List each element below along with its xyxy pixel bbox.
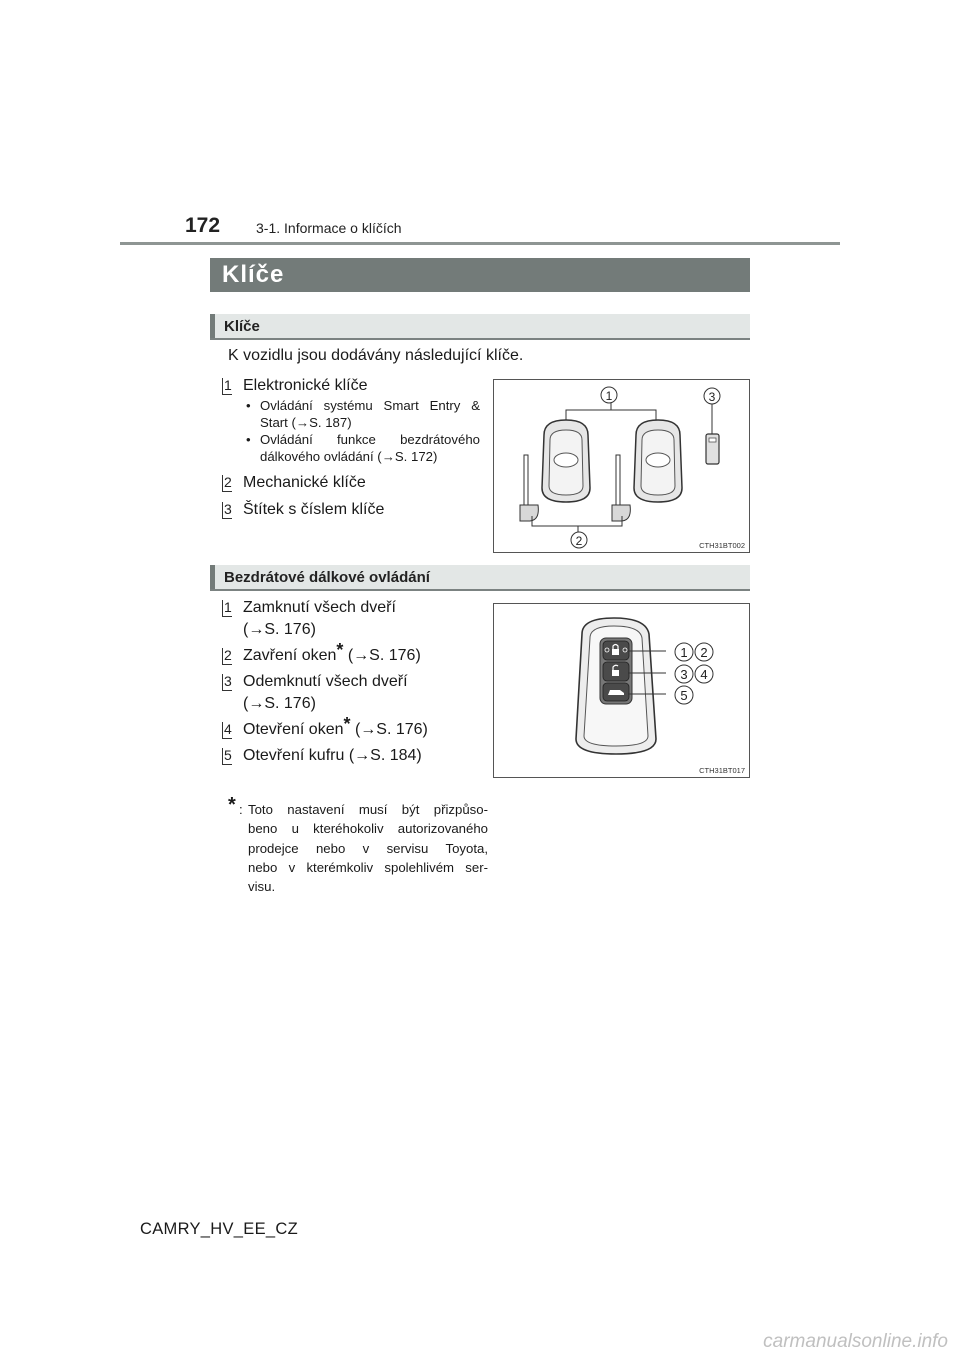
footnote-line: nebo v kterémkoliv spolehlivém ser- bbox=[248, 859, 488, 875]
footnote-line: prodejce nebo v servisu Toyota, bbox=[248, 840, 488, 856]
callout-number: 2 bbox=[575, 534, 583, 548]
item-number-marker: 3 bbox=[224, 673, 232, 689]
callout-number: 1 bbox=[680, 645, 688, 660]
footnote-line: beno u kteréhokoliv autorizovaného bbox=[248, 821, 488, 837]
electronic-key-icon bbox=[542, 420, 590, 502]
footnote-line: Toto nastavení musí být přizpůso- bbox=[248, 802, 488, 817]
callout-number: 1 bbox=[605, 389, 613, 403]
remote-item-label: Otevření oken* (→S. 176) bbox=[243, 714, 428, 738]
footnote-colon: : bbox=[239, 802, 243, 817]
mechanical-key-icon bbox=[520, 455, 538, 521]
remote-item-label: Zamknutí všech dveří bbox=[243, 599, 396, 616]
figure-code: CTH31BT002 bbox=[699, 541, 745, 550]
key-number-tag-icon bbox=[706, 434, 719, 464]
keys-item-label: Štítek s číslem klíče bbox=[243, 501, 385, 518]
item-number-marker: 2 bbox=[224, 474, 232, 490]
model-code: CAMRY_HV_EE_CZ bbox=[140, 1220, 298, 1238]
footnote bbox=[228, 794, 488, 896]
page-title-bar bbox=[210, 258, 750, 292]
page-title: Klíče bbox=[222, 261, 285, 288]
figure-code: CTH31BT017 bbox=[699, 766, 745, 775]
bullet-item: • Ovládání systému Smart Entry & Start (→S. 187) bbox=[246, 397, 480, 431]
remote-item-label: Odemknutí všech dveří bbox=[243, 673, 408, 690]
watermark: carmanualsonline.info bbox=[763, 1331, 948, 1352]
keys-illustration bbox=[493, 379, 750, 553]
footnote-line: visu. bbox=[248, 879, 276, 895]
callout-number: 5 bbox=[680, 688, 688, 703]
bracket-line bbox=[532, 516, 622, 526]
remote-item-ref: (→S. 176) bbox=[243, 695, 316, 712]
keys-item-label: Elektronické klíče bbox=[243, 377, 368, 394]
section-heading-remote bbox=[210, 565, 750, 591]
bullet-item: • Ovládání funkce bezdrátového dálkového ovládání (→S. 172) bbox=[246, 431, 480, 465]
callout-number: 3 bbox=[708, 390, 716, 404]
remote-item-label: Otevření kufru (→S. 184) bbox=[243, 747, 422, 764]
header-divider bbox=[120, 242, 840, 245]
section-heading-remote-text: Bezdrátové dálkové ovládání bbox=[224, 569, 430, 586]
electronic-key-icon bbox=[634, 420, 682, 502]
mechanical-key-icon bbox=[612, 455, 630, 521]
remote-key-fob-icon bbox=[576, 618, 656, 754]
item-number-marker: 4 bbox=[224, 721, 232, 737]
callout-number: 3 bbox=[680, 667, 688, 682]
bracket-line bbox=[566, 410, 656, 420]
callout-number: 4 bbox=[700, 667, 708, 682]
item-number-marker: 1 bbox=[224, 599, 232, 615]
keys-bullet-list bbox=[246, 397, 480, 465]
footnote-asterisk: * bbox=[228, 794, 236, 816]
section-heading-keys-text: Klíče bbox=[224, 318, 260, 335]
section-breadcrumb: 3-1. Informace o klíčích bbox=[256, 220, 402, 236]
item-number-marker: 3 bbox=[224, 501, 232, 517]
remote-item-label: Zavření oken* (→S. 176) bbox=[243, 640, 421, 664]
keys-intro-text: K vozidlu jsou dodávány následující klíče. bbox=[228, 347, 524, 364]
callout-number: 2 bbox=[700, 645, 708, 660]
remote-item-ref: (→S. 176) bbox=[243, 621, 316, 638]
item-number-marker: 1 bbox=[224, 377, 232, 393]
remote-drawing bbox=[494, 604, 749, 777]
item-number-marker: 5 bbox=[224, 747, 232, 763]
item-number-marker: 2 bbox=[224, 647, 232, 663]
page-number: 172 bbox=[185, 214, 221, 237]
keys-item-label: Mechanické klíče bbox=[243, 474, 366, 491]
keys-drawing bbox=[494, 380, 749, 552]
remote-illustration bbox=[493, 603, 750, 778]
section-heading-keys bbox=[210, 314, 750, 340]
